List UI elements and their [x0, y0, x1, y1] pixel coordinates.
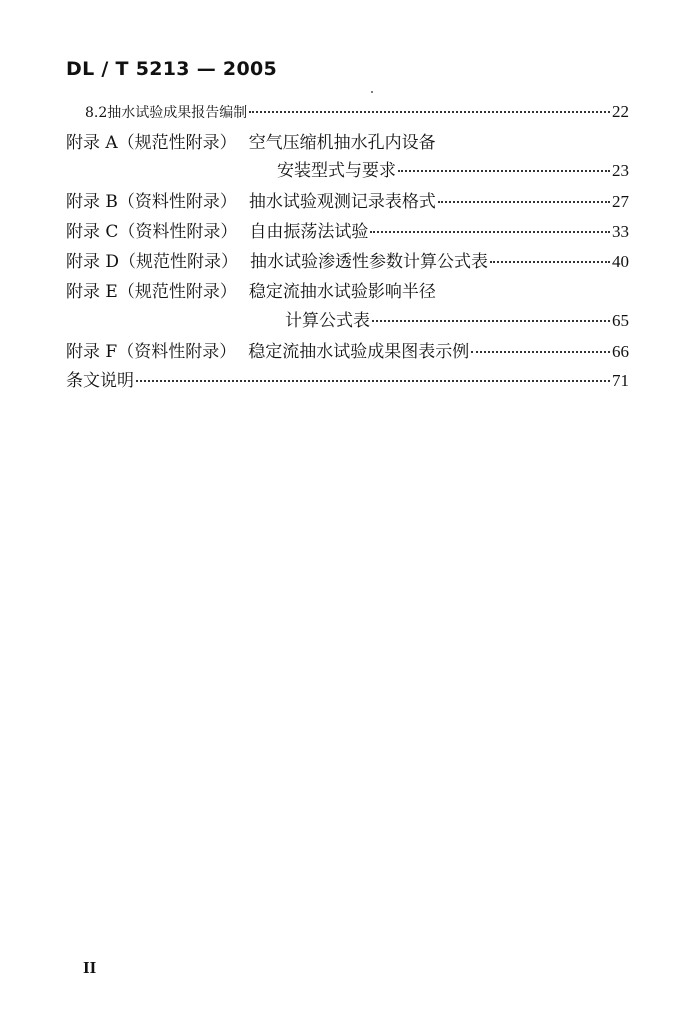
dot-leader [438, 201, 610, 203]
toc-entry-title: 条文说明 [66, 371, 134, 391]
toc-entry-title: 抽水试验成果报告编制 [107, 105, 248, 121]
toc-entry-label: 附录 E（规范性附录） [66, 282, 237, 302]
toc-entry-page: 71 [612, 371, 629, 390]
toc-entry-number: 8.2 [85, 105, 108, 121]
toc-entry-label: 附录 D（规范性附录） [66, 252, 239, 272]
dot-leader [471, 351, 610, 353]
document-code-header: DL / T 5213 — 2005 [66, 58, 278, 80]
page-number: II [83, 958, 97, 977]
toc-entry-title: 稳定流抽水试验影响半径 [248, 282, 436, 302]
toc-entry-page: 65 [612, 311, 629, 330]
dot-leader [372, 320, 610, 322]
toc-entry-title: 空气压缩机抽水孔内设备 [248, 133, 436, 153]
toc-entry-label: 附录 A（规范性附录） [66, 133, 237, 153]
toc-entry-page: 40 [612, 252, 629, 271]
toc-entry-8-2[interactable] [85, 99, 629, 125]
dot-leader [136, 380, 610, 382]
toc-entry-title: 稳定流抽水试验成果图表示例 [248, 342, 470, 362]
dot-leader [398, 170, 610, 172]
toc-entry-page: 22 [612, 102, 629, 121]
toc-entry-page: 66 [612, 342, 629, 361]
toc-entry-appendix-d[interactable] [66, 249, 629, 275]
toc-entry-explanation[interactable] [66, 368, 629, 394]
toc-entry-appendix-c[interactable] [66, 219, 629, 245]
toc-entry-label: 附录 C（资料性附录） [66, 222, 238, 242]
scan-speck [371, 91, 373, 93]
toc-entry-title: 抽水试验渗透性参数计算公式表 [250, 252, 489, 272]
toc-entry-appendix-f[interactable] [66, 339, 629, 365]
toc-entry-appendix-b[interactable] [66, 189, 629, 215]
dot-leader [249, 111, 610, 113]
dot-leader [490, 261, 610, 263]
toc-entry-title: 抽水试验观测记录表格式 [248, 192, 436, 212]
toc-entry-appendix-e[interactable] [66, 279, 629, 305]
toc-entry-title: 计算公式表 [285, 311, 370, 331]
toc-entry-appendix-a[interactable] [66, 130, 629, 156]
toc-entry-page: 23 [612, 161, 629, 180]
dot-leader [370, 231, 610, 233]
toc-entry-page: 33 [612, 222, 629, 241]
toc-entry-page: 27 [612, 192, 629, 211]
toc-entry-label: 附录 F（资料性附录） [66, 342, 237, 362]
toc-entry-title: 安装型式与要求 [277, 161, 396, 181]
toc-entry-label: 附录 B（资料性附录） [66, 192, 237, 212]
toc-entry-appendix-e-continued[interactable] [285, 308, 629, 334]
toc-entry-title: 自由振荡法试验 [249, 222, 369, 242]
toc-entry-appendix-a-continued[interactable] [277, 158, 629, 184]
